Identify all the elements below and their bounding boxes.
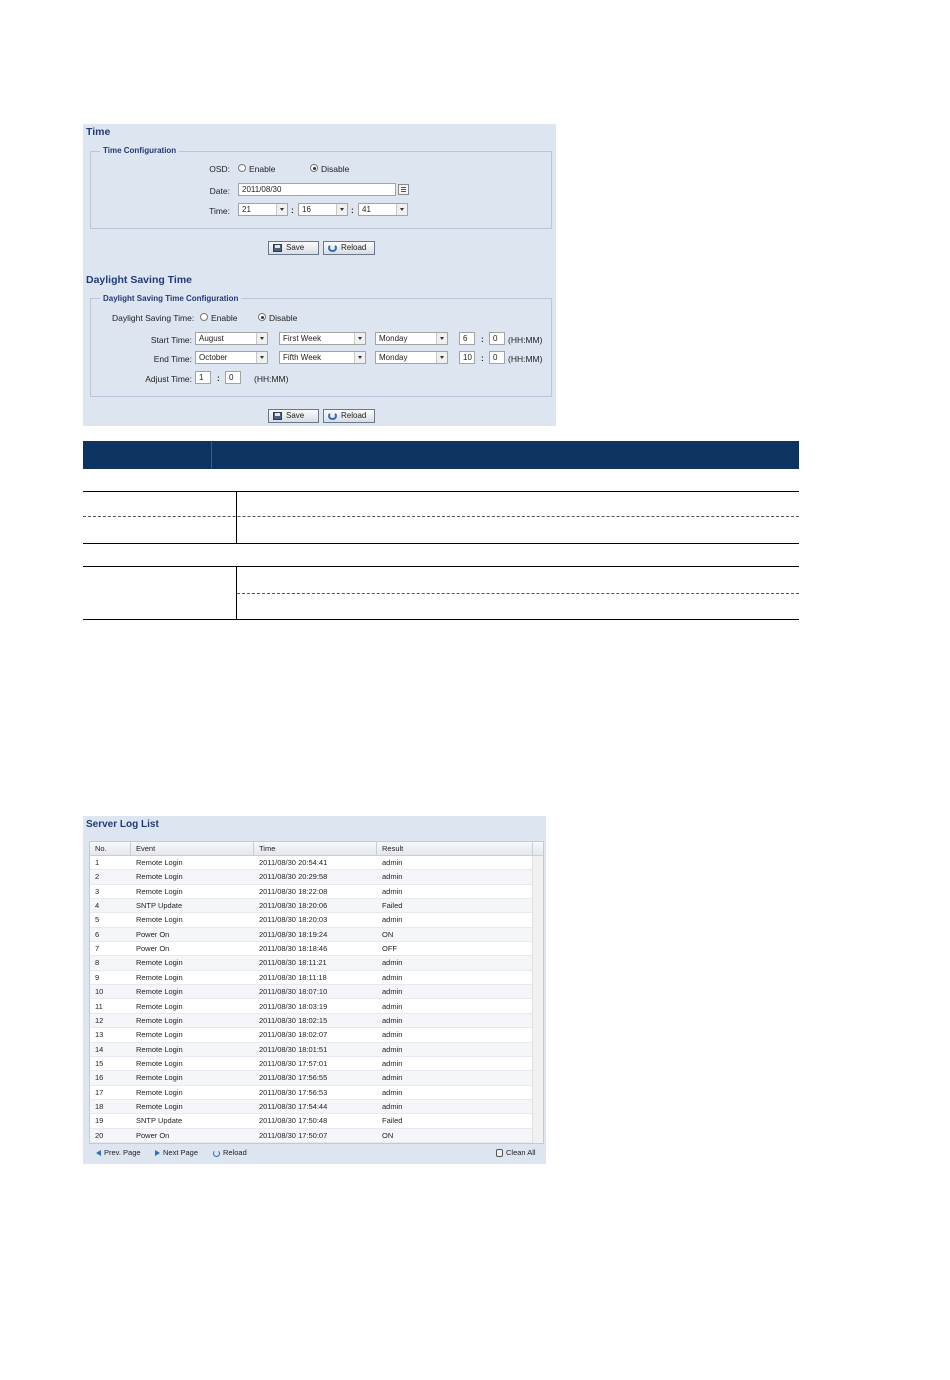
table-row[interactable] xyxy=(90,956,533,970)
cell-result: ON xyxy=(382,1130,394,1140)
table-row[interactable] xyxy=(90,942,533,956)
end-hour-input[interactable]: 10 xyxy=(459,351,475,364)
cell-event: SNTP Update xyxy=(136,901,183,911)
cell-no: 3 xyxy=(95,886,100,896)
chevron-down-icon xyxy=(354,333,365,344)
adjust-minute-input[interactable]: 0 xyxy=(225,371,241,384)
table-row[interactable] xyxy=(90,870,533,884)
cell-event: Power On xyxy=(136,929,170,939)
server-log-title: Server Log List xyxy=(86,819,159,830)
cell-no: 15 xyxy=(95,1058,104,1068)
cell-event: Remote Login xyxy=(136,886,183,896)
log-reload-label: Reload xyxy=(223,1148,247,1157)
cell-result: admin xyxy=(382,1001,403,1011)
date-label: Date: xyxy=(209,186,230,196)
clean-all-label: Clean All xyxy=(506,1148,536,1157)
second-select[interactable] xyxy=(358,203,408,216)
cell-event: Remote Login xyxy=(136,1015,183,1025)
server-log-footer xyxy=(89,1145,544,1161)
cell-event: Remote Login xyxy=(136,1001,183,1011)
cell-result: admin xyxy=(382,872,403,882)
table-row[interactable] xyxy=(90,971,533,985)
adjust-hour-input[interactable]: 1 xyxy=(195,371,211,384)
cell-time: 2011/08/30 17:54:44 xyxy=(259,1101,328,1111)
table-dashed-rule xyxy=(83,516,799,517)
cell-no: 2 xyxy=(95,872,100,882)
cell-event: Remote Login xyxy=(136,987,183,997)
chevron-down-icon xyxy=(436,333,447,344)
start-colon: : xyxy=(481,334,484,344)
time-label: Time: xyxy=(209,206,230,216)
cell-time: 2011/08/30 18:02:15 xyxy=(259,1015,328,1025)
cell-event: Power On xyxy=(136,1130,170,1140)
cell-no: 11 xyxy=(95,1001,103,1011)
time-section-title: Time xyxy=(86,126,111,138)
dst-disable-radio[interactable] xyxy=(258,313,266,321)
end-week-select[interactable] xyxy=(279,351,366,364)
cell-no: 5 xyxy=(95,915,100,925)
chevron-down-icon xyxy=(276,204,287,215)
table-row[interactable] xyxy=(90,856,533,870)
cell-event: Remote Login xyxy=(136,1044,183,1054)
time-colon: : xyxy=(291,205,294,215)
server-log-grid xyxy=(89,841,544,1144)
osd-enable-radio[interactable] xyxy=(238,164,246,172)
cell-time: 2011/08/30 17:50:48 xyxy=(259,1116,328,1126)
calendar-icon[interactable] xyxy=(398,184,409,195)
cell-time: 2011/08/30 18:01:51 xyxy=(259,1044,328,1054)
start-month-select[interactable] xyxy=(195,332,268,345)
start-day-select[interactable] xyxy=(375,332,448,345)
cell-time: 2011/08/30 18:22:08 xyxy=(259,886,328,896)
cell-result: OFF xyxy=(382,944,397,954)
cell-result: admin xyxy=(382,1087,403,1097)
description-table-header xyxy=(83,441,799,469)
time-colon: : xyxy=(351,205,354,215)
reload-icon xyxy=(328,412,337,420)
cell-no: 4 xyxy=(95,901,100,911)
column-header-result[interactable]: Result xyxy=(377,842,533,856)
clean-all-button[interactable] xyxy=(496,1145,536,1161)
prev-page-button[interactable] xyxy=(96,1145,141,1161)
cell-result: Failed xyxy=(382,901,403,911)
cell-event: Remote Login xyxy=(136,1101,183,1111)
table-dashed-rule xyxy=(237,593,799,594)
chevron-down-icon xyxy=(336,204,347,215)
prev-page-label: Prev. Page xyxy=(104,1148,141,1157)
end-month-select[interactable] xyxy=(195,351,268,364)
save-icon xyxy=(273,412,282,420)
table-row[interactable] xyxy=(90,1000,533,1014)
dst-reload-button[interactable] xyxy=(323,409,375,423)
cell-no: 20 xyxy=(95,1130,104,1140)
start-day-value: Monday xyxy=(379,334,408,343)
cell-time: 2011/08/30 18:02:07 xyxy=(259,1030,328,1040)
cell-time: 2011/08/30 18:20:03 xyxy=(259,915,328,925)
cell-result: Failed xyxy=(382,1116,403,1126)
cell-no: 12 xyxy=(95,1015,104,1025)
cell-no: 19 xyxy=(95,1116,104,1126)
end-month-value: October xyxy=(199,353,228,362)
cell-result: admin xyxy=(382,886,403,896)
cell-time: 2011/08/30 20:29:58 xyxy=(259,872,328,882)
minute-select[interactable] xyxy=(298,203,348,216)
reload-icon xyxy=(213,1150,220,1157)
cell-result: ON xyxy=(382,929,394,939)
start-week-value: First Week xyxy=(283,334,322,343)
table-row[interactable] xyxy=(90,1014,533,1028)
dst-disable-label: Disable xyxy=(269,313,298,323)
cell-result: admin xyxy=(382,1073,403,1083)
hour-value: 21 xyxy=(242,205,251,214)
table-row[interactable] xyxy=(90,913,533,927)
end-day-value: Monday xyxy=(379,353,408,362)
table-rule xyxy=(83,543,799,544)
cell-time: 2011/08/30 18:07:10 xyxy=(259,987,328,997)
chevron-down-icon xyxy=(256,333,267,344)
chevron-down-icon xyxy=(436,352,447,363)
cell-time: 2011/08/30 17:56:55 xyxy=(259,1073,328,1083)
adjust-colon: : xyxy=(217,373,220,383)
cell-result: admin xyxy=(382,1101,403,1111)
cell-no: 18 xyxy=(95,1101,104,1111)
table-column-divider xyxy=(236,491,237,543)
column-header-event[interactable]: Event xyxy=(131,842,254,856)
dst-reload-label: Reload xyxy=(341,411,367,420)
next-page-label: Next Page xyxy=(163,1148,199,1157)
end-day-select[interactable] xyxy=(375,351,448,364)
cell-event: Remote Login xyxy=(136,1073,183,1083)
arrow-left-icon xyxy=(96,1150,101,1156)
time-reload-button[interactable] xyxy=(323,241,375,255)
cell-event: SNTP Update xyxy=(136,1116,183,1126)
cell-time: 2011/08/30 18:11:21 xyxy=(259,958,327,968)
end-minute-input[interactable]: 0 xyxy=(489,351,505,364)
start-hhmm-label: (HH:MM) xyxy=(508,335,543,345)
dst-config-legend: Daylight Saving Time Configuration xyxy=(100,294,241,303)
cell-no: 7 xyxy=(95,944,100,954)
hour-select[interactable] xyxy=(238,203,288,216)
time-config-legend: Time Configuration xyxy=(100,146,179,155)
cell-time: 2011/08/30 18:03:19 xyxy=(259,1001,328,1011)
cell-time: 2011/08/30 17:56:53 xyxy=(259,1087,328,1097)
cell-time: 2011/08/30 17:50:07 xyxy=(259,1130,328,1140)
osd-disable-label: Disable xyxy=(321,164,350,174)
cell-result: admin xyxy=(382,858,403,867)
cell-time: 2011/08/30 18:11:18 xyxy=(259,972,327,982)
cell-no: 10 xyxy=(95,987,104,997)
start-hour-input[interactable]: 6 xyxy=(459,332,475,345)
osd-enable-label: Enable xyxy=(249,164,276,174)
cell-event: Remote Login xyxy=(136,1087,183,1097)
end-time-label: End Time: xyxy=(153,354,192,364)
next-page-button[interactable] xyxy=(155,1145,198,1161)
dst-enable-radio[interactable] xyxy=(200,313,208,321)
cell-result: admin xyxy=(382,1015,403,1025)
cell-result: admin xyxy=(382,915,403,925)
dst-save-button[interactable] xyxy=(268,409,319,423)
table-row[interactable] xyxy=(90,1114,533,1128)
start-week-select[interactable] xyxy=(279,332,366,345)
cell-no: 6 xyxy=(95,929,100,939)
cell-no: 17 xyxy=(95,1087,104,1097)
cell-result: admin xyxy=(382,1044,403,1054)
cell-time: 2011/08/30 18:20:06 xyxy=(259,901,328,911)
table-column-divider xyxy=(236,566,237,619)
minute-value: 16 xyxy=(302,205,311,214)
cell-time: 2011/08/30 18:18:46 xyxy=(259,944,328,954)
cell-result: admin xyxy=(382,972,403,982)
end-hhmm-label: (HH:MM) xyxy=(508,354,543,364)
table-row[interactable] xyxy=(90,1100,533,1114)
osd-label: OSD: xyxy=(209,164,230,174)
cell-result: admin xyxy=(382,987,403,997)
reload-icon xyxy=(328,244,337,252)
cell-event: Remote Login xyxy=(136,972,183,982)
save-icon xyxy=(273,244,282,252)
start-month-value: August xyxy=(199,334,224,343)
table-rule xyxy=(83,619,799,620)
cell-time: 2011/08/30 18:19:24 xyxy=(259,929,328,939)
end-week-value: Fifth Week xyxy=(283,353,322,362)
trash-icon xyxy=(496,1149,503,1157)
cell-event: Remote Login xyxy=(136,958,183,968)
table-row[interactable] xyxy=(90,1071,533,1085)
cell-no: 9 xyxy=(95,972,100,982)
cell-time: 2011/08/30 20:54:41 xyxy=(259,858,328,867)
start-minute-input[interactable]: 0 xyxy=(489,332,505,345)
dst-label: Daylight Saving Time: xyxy=(112,313,195,323)
cell-event: Remote Login xyxy=(136,872,183,882)
cell-event: Remote Login xyxy=(136,858,183,867)
time-save-label: Save xyxy=(286,243,305,252)
cell-event: Remote Login xyxy=(136,915,183,925)
table-row[interactable] xyxy=(90,985,533,999)
arrow-right-icon xyxy=(155,1150,160,1156)
column-header-time[interactable]: Time xyxy=(254,842,377,856)
cell-event: Power On xyxy=(136,944,170,954)
cell-no: 14 xyxy=(95,1044,104,1054)
chevron-down-icon xyxy=(354,352,365,363)
cell-event: Remote Login xyxy=(136,1030,183,1040)
time-reload-label: Reload xyxy=(341,243,367,252)
adjust-time-label: Adjust Time: xyxy=(145,374,192,384)
chevron-down-icon xyxy=(256,352,267,363)
cell-no: 1 xyxy=(95,858,100,867)
second-value: 41 xyxy=(362,205,371,214)
table-row[interactable] xyxy=(90,1086,533,1100)
cell-event: Remote Login xyxy=(136,1058,183,1068)
table-row[interactable] xyxy=(90,899,533,913)
table-rule xyxy=(83,491,799,492)
cell-result: admin xyxy=(382,958,403,968)
time-save-button[interactable] xyxy=(268,241,319,255)
grid-header xyxy=(90,842,543,856)
date-input[interactable]: 2011/08/30 xyxy=(238,183,396,196)
table-row[interactable] xyxy=(90,1028,533,1042)
end-colon: : xyxy=(481,353,484,363)
osd-disable-radio[interactable] xyxy=(310,164,318,172)
table-row[interactable] xyxy=(90,928,533,942)
cell-no: 16 xyxy=(95,1073,104,1083)
cell-time: 2011/08/30 17:57:01 xyxy=(259,1058,328,1068)
table-row[interactable] xyxy=(90,885,533,899)
cell-result: admin xyxy=(382,1030,403,1040)
cell-no: 13 xyxy=(95,1030,104,1040)
dst-save-label: Save xyxy=(286,411,305,420)
table-row[interactable] xyxy=(90,1057,533,1071)
column-header-no[interactable]: No. xyxy=(90,842,131,856)
cell-result: admin xyxy=(382,1058,403,1068)
table-row[interactable] xyxy=(90,1043,533,1057)
header-column-divider xyxy=(211,441,212,469)
log-reload-button[interactable] xyxy=(213,1145,247,1161)
cell-no: 8 xyxy=(95,958,100,968)
grid-scrollbar[interactable] xyxy=(532,856,543,1143)
table-row[interactable] xyxy=(90,1129,533,1143)
start-time-label: Start Time: xyxy=(150,335,192,345)
dst-section-title: Daylight Saving Time xyxy=(86,274,192,286)
adjust-hhmm-label: (HH:MM) xyxy=(254,374,289,384)
table-rule xyxy=(83,566,799,567)
dst-enable-label: Enable xyxy=(211,313,238,323)
chevron-down-icon xyxy=(396,204,407,215)
